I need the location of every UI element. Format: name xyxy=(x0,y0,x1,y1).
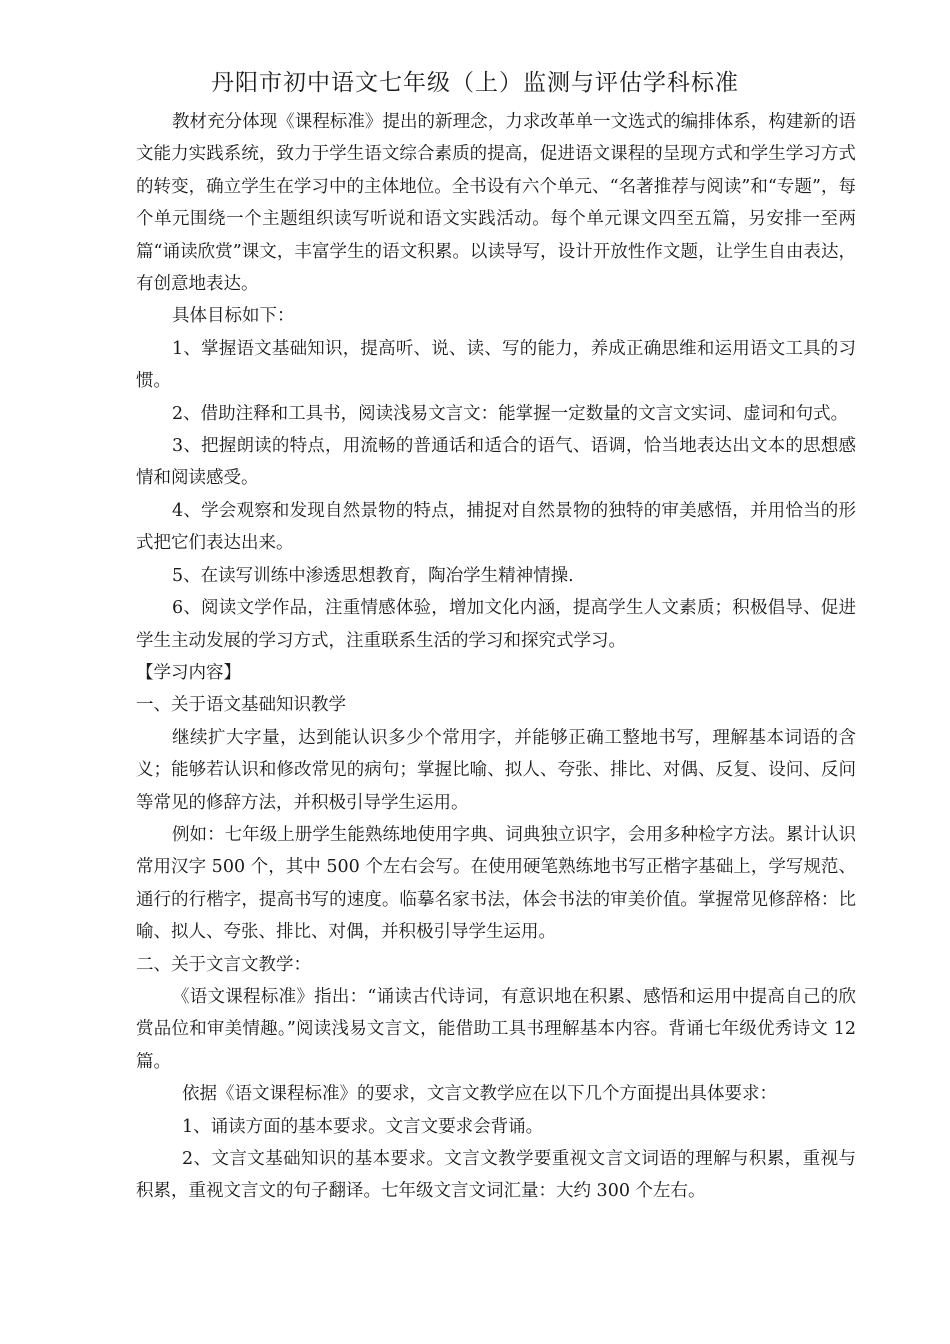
requirement-item-1: 1、诵读方面的基本要求。文言文要求会背诵。 xyxy=(182,1116,544,1137)
intro-paragraph: 教材充分体现《课程标准》提出的新理念，力求改革单一文选式的编排体系，构建新的语文能力实践系统，致力于学生语文综合素质的提高，促进语文课程的呈现方式和学生学习方式的转变，确立学生在学习中的主体地位。全书设有六个单元、“名著推荐与阅读”和“专题”，每个单元围绕一个主题组织读写听说和语文实践活动。每个单元课文四至五篇，另安排一至两篇“诵读欣赏”课文，丰富学生的语文积累。以读导写，设计开放性作文题，让学生自由表达，有创意地表达。 xyxy=(136,112,856,295)
goal-item-4: 4、学会观察和发现自然景物的特点，捕捉对自然景物的独特的审美感悟，并用恰当的形式把它们表达出来。 xyxy=(136,500,856,554)
goal-item-5: 5、在读写训练中渗透思想教育，陶冶学生精神情操. xyxy=(172,565,574,586)
requirement-item-2: 2、文言文基础知识的基本要求。文言文教学要重视文言文词语的理解与积累，重视与积累，重视文言文的句子翻译。七年级文言文词汇量：大约 300 个左右。 xyxy=(136,1149,856,1202)
section-heading-basic-knowledge: 一、关于语文基础知识教学 xyxy=(136,695,346,716)
basic-knowledge-paragraph: 继续扩大字量，达到能认识多少个常用字，并能够正确工整地书写，理解基本词语的含义；能够若认识和修改常见的病句；掌握比喻、拟人、夸张、排比、对偶、反复、设问、反问等常见的修辞方法，并积极引导学生运用。 xyxy=(136,727,856,813)
goal-item-3: 3、把握朗读的特点，用流畅的普通话和适合的语气、语调，恰当地表达出文本的思想感情和阅读感受。 xyxy=(136,436,856,489)
document-title: 丹阳市初中语文七年级（上）监测与评估学科标准 xyxy=(211,70,739,96)
goals-heading: 具体目标如下： xyxy=(172,306,295,327)
goal-item-2: 2、借助注释和工具书，阅读浅易文言文：能掌握一定数量的文言文实词、虚词和句式。 xyxy=(172,403,849,424)
document-body xyxy=(136,106,856,1208)
example-paragraph: 例如：七年级上册学生能熟练地使用字典、词典独立识字，会用多种检字方法。累计认识常用汉字 500 个，其中 500 个左右会写。在使用硬笔熟练地书写正楷字基础上，学写规范、通行的行楷字，提高书写的速度。临摹名家书法，体会书法的审美价值。掌握常见修辞格：比喻、拟人、夸张、排比、对偶，并积极引导学生运用。 xyxy=(136,824,856,943)
requirements-intro: 依据《语文课程标准》的要求，文言文教学应在以下几个方面提出具体要求： xyxy=(182,1084,777,1105)
section-heading-classical-chinese: 二、关于文言文教学： xyxy=(136,954,311,975)
curriculum-quote-paragraph: 《语文课程标准》指出：“诵读古代诗词，有意识地在积累、感悟和运用中提高自己的欣赏品位和审美情趣。”阅读浅易文言文，能借助工具书理解基本内容。背诵七年级优秀诗文 12 篇。 xyxy=(136,986,856,1072)
goal-item-1: 1、掌握语文基础知识，提高听、说、读、写的能力，养成正确思维和运用语文工具的习惯。 xyxy=(136,338,856,392)
goal-item-6: 6、阅读文学作品，注重情感体验，增加文化内涵，提高学生人文素质；积极倡导、促进学生主动发展的学习方式，注重联系生活的学习和探究式学习。 xyxy=(136,598,856,651)
section-heading-learning-content: 【学习内容】 xyxy=(136,662,241,683)
